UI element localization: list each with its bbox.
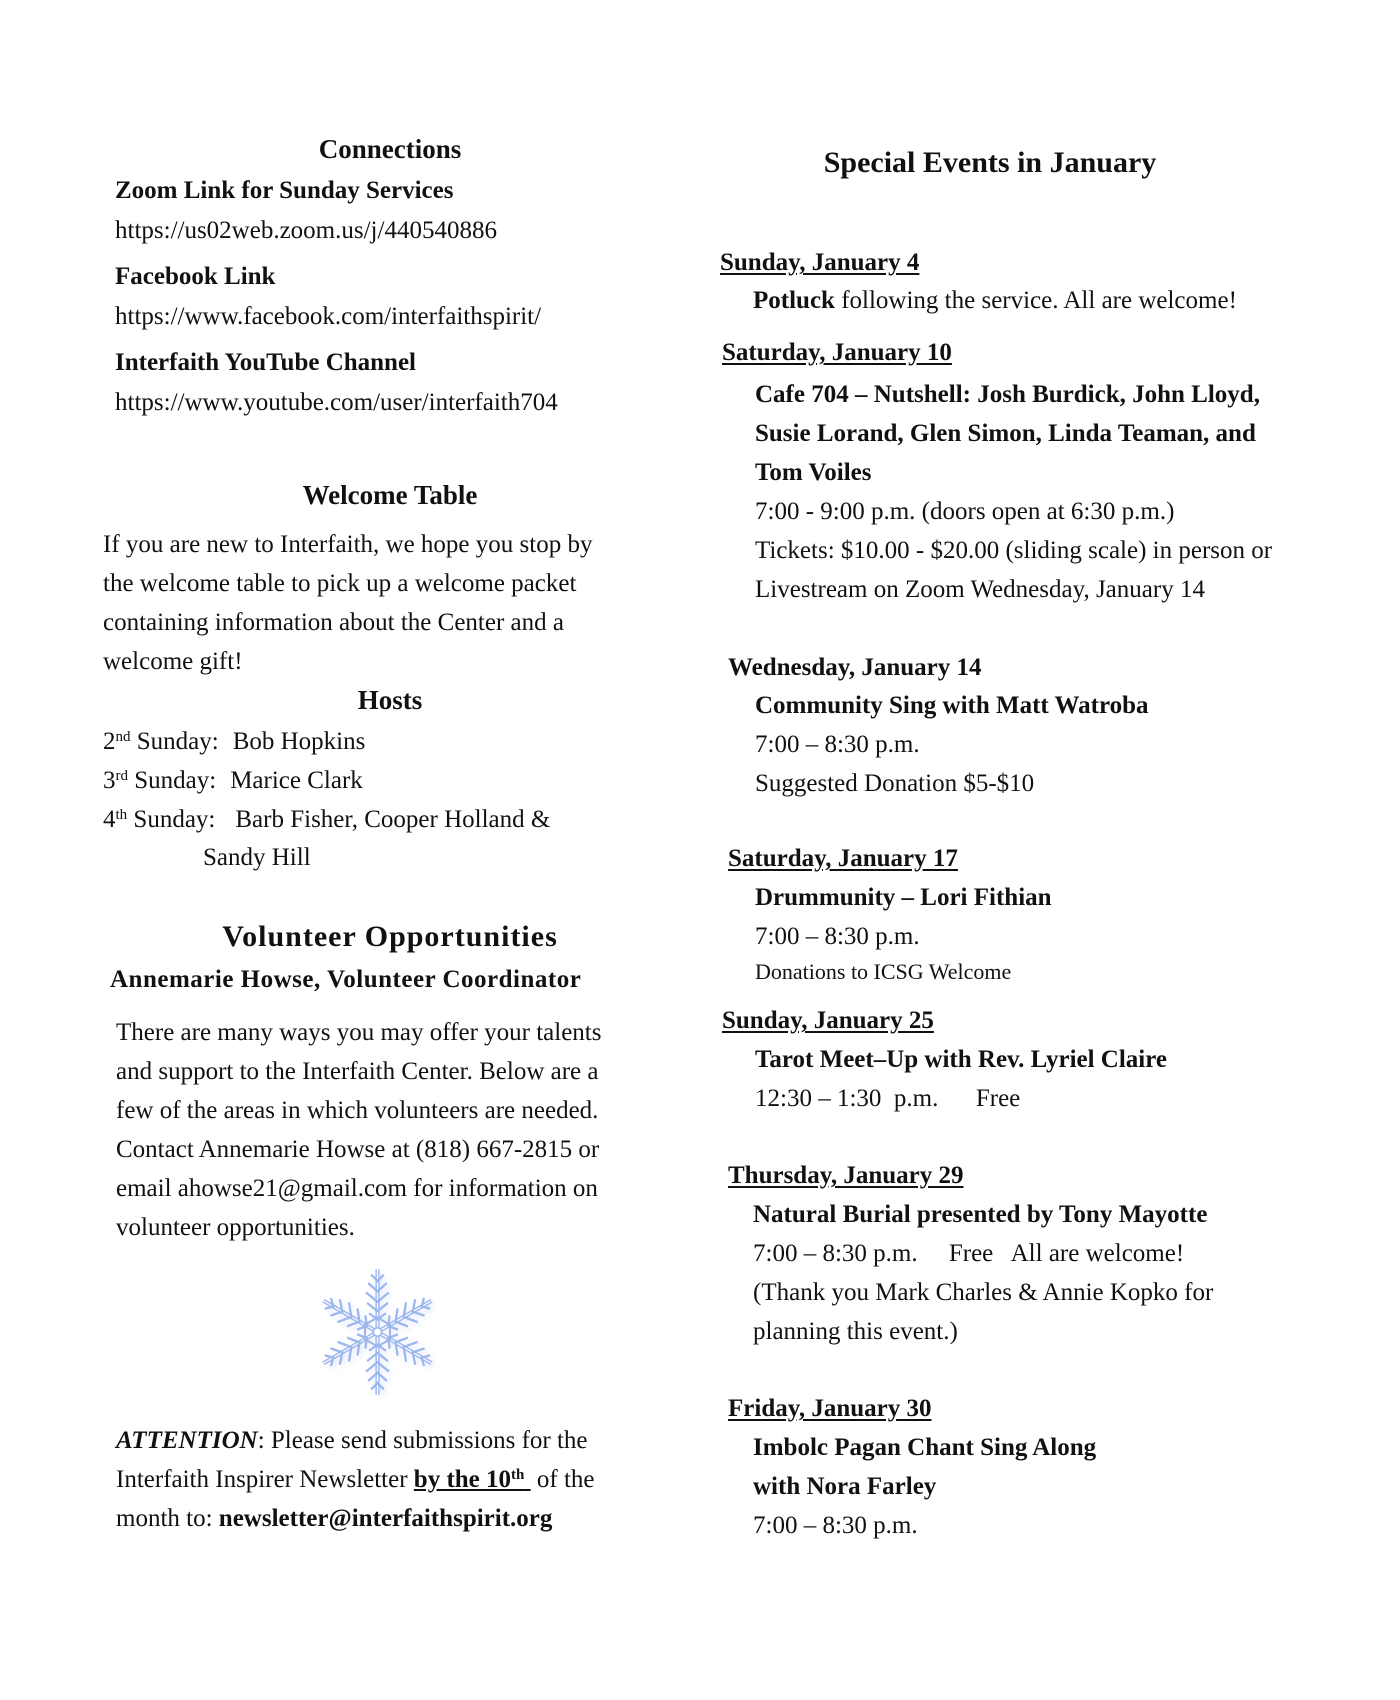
volunteer-coordinator: Annemarie Howse, Volunteer Coordinator (110, 966, 582, 993)
event-detail: Tickets: $10.00 - $20.00 (sliding scale) in person or (755, 537, 1273, 564)
host-names: Barb Fisher, Cooper Holland & (235, 806, 551, 833)
event-date: Sunday, January 25 (722, 1007, 934, 1034)
zoom-link-label: Zoom Link for Sunday Services (115, 177, 454, 204)
event-date: Friday, January 30 (728, 1395, 932, 1422)
attention-label: ATTENTION (116, 1427, 258, 1454)
snowflake-icon (315, 1262, 440, 1402)
event-title: Drummunity – Lori Fithian (755, 884, 1052, 911)
host-ordinal-suffix: rd (115, 767, 128, 784)
attention-text: month to: (116, 1505, 219, 1532)
host-ordinal: 2 (103, 728, 116, 755)
event-detail: Livestream on Zoom Wednesday, January 14 (755, 576, 1205, 603)
welcome-table-heading: Welcome Table (302, 480, 478, 510)
host-names: Marice Clark (230, 767, 363, 794)
event-date: Sunday, January 4 (720, 249, 920, 276)
event-date: Saturday, January 10 (722, 339, 952, 366)
event-title: Natural Burial presented by Tony Mayotte (753, 1201, 1208, 1228)
volunteer-text-line: email ahowse21@gmail.com for information on (116, 1175, 598, 1202)
host-names: Bob Hopkins (232, 728, 366, 755)
volunteer-text-line: and support to the Interfaith Center. Below are a (116, 1058, 599, 1085)
welcome-text-line: the welcome table to pick up a welcome packet (103, 570, 577, 597)
event-title: Cafe 704 – Nutshell: Josh Burdick, John Lloyd, (755, 381, 1260, 408)
event-detail: 7:00 - 9:00 p.m. (doors open at 6:30 p.m.) (755, 498, 1175, 525)
attention-line (116, 1506, 552, 1531)
attention-text: of the (530, 1466, 595, 1493)
attention-text: : Please send submissions for the (257, 1427, 588, 1454)
event-detail: 7:00 – 8:30 p.m. (755, 731, 920, 758)
event-date: Wednesday, January 14 (728, 654, 982, 681)
host-row (103, 729, 365, 754)
event-detail: Donations to ICSG Welcome (755, 959, 1012, 984)
event-detail: 7:00 – 8:30 p.m. Free All are welcome! (753, 1240, 1185, 1267)
welcome-text-line: If you are new to Interfaith, we hope you stop by (103, 531, 593, 558)
event-title: with Nora Farley (753, 1473, 937, 1500)
volunteer-text-line: volunteer opportunities. (116, 1214, 355, 1241)
volunteer-text-line: few of the areas in which volunteers are needed. (116, 1097, 599, 1124)
youtube-link-label: Interfaith YouTube Channel (115, 349, 417, 376)
event-title: Susie Lorand, Glen Simon, Linda Teaman, and (755, 420, 1256, 447)
host-row-continuation: Sandy Hill (203, 844, 311, 871)
welcome-text-line: welcome gift! (103, 648, 243, 675)
facebook-link-url[interactable]: https://www.facebook.com/interfaithspirit/ (115, 303, 542, 330)
event-detail: 7:00 – 8:30 p.m. (753, 1512, 918, 1539)
host-day: Sunday: (128, 767, 217, 794)
event-date: Thursday, January 29 (728, 1162, 964, 1189)
volunteer-heading: Volunteer Opportunities (222, 920, 558, 953)
event-detail: planning this event.) (753, 1318, 958, 1345)
attention-line (116, 1428, 588, 1453)
host-ordinal-suffix: nd (115, 728, 131, 745)
welcome-text-line: containing information about the Center and a (103, 609, 564, 636)
host-ordinal: 3 (103, 767, 116, 794)
special-events-heading: Special Events in January (823, 146, 1157, 179)
attention-text: Interfaith Inspirer Newsletter (116, 1466, 414, 1493)
event-title: Community Sing with Matt Watroba (755, 692, 1149, 719)
host-day: Sunday: (130, 728, 219, 755)
deadline-text: by the 10 (413, 1466, 512, 1493)
host-row (103, 807, 550, 832)
youtube-link-url[interactable]: https://www.youtube.com/user/interfaith704 (115, 389, 558, 416)
host-ordinal-suffix: th (115, 806, 128, 823)
event-detail: Suggested Donation $5-$10 (755, 770, 1035, 797)
connections-heading: Connections (318, 134, 462, 164)
host-row (103, 768, 363, 793)
event-detail: (Thank you Mark Charles & Annie Kopko for (753, 1279, 1214, 1306)
volunteer-text-line: Contact Annemarie Howse at (818) 667-2815 or (116, 1136, 600, 1163)
event-detail: 12:30 – 1:30 p.m. Free (755, 1085, 1021, 1112)
event-detail: 7:00 – 8:30 p.m. (755, 923, 920, 950)
host-day: Sunday: (127, 806, 216, 833)
event-title: Tarot Meet–Up with Rev. Lyriel Claire (755, 1046, 1167, 1073)
event-title: Tom Voiles (755, 459, 872, 486)
event-title: Imbolc Pagan Chant Sing Along (753, 1434, 1097, 1461)
volunteer-text-line: There are many ways you may offer your talents (116, 1019, 602, 1046)
newsletter-email[interactable]: newsletter@interfaithspirit.org (218, 1505, 553, 1532)
host-ordinal: 4 (103, 806, 116, 833)
hosts-heading: Hosts (357, 685, 423, 715)
deadline-suffix: th (511, 1466, 525, 1483)
event-date: Saturday, January 17 (728, 845, 958, 872)
event-title: Potluck following the service. All are welcome! (753, 287, 1237, 314)
attention-line (116, 1467, 595, 1492)
zoom-link-url[interactable]: https://us02web.zoom.us/j/440540886 (115, 217, 497, 244)
facebook-link-label: Facebook Link (115, 263, 276, 290)
